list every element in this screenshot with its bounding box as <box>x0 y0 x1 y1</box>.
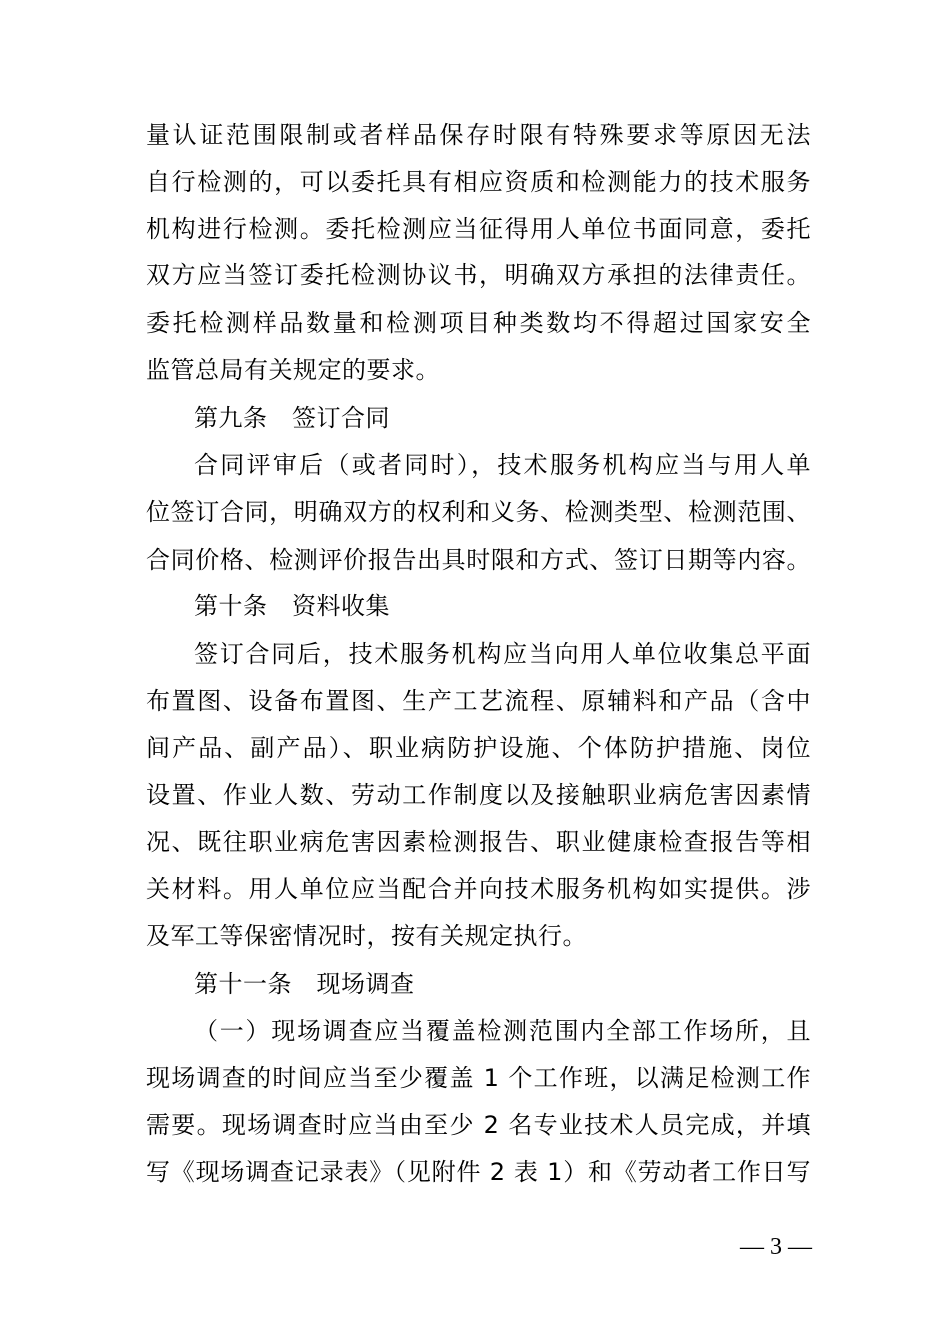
text-line: 委托检测样品数量和检测项目种类数均不得超过国家安全 <box>146 309 811 337</box>
text-line: 机构进行检测。委托检测应当征得用人单位书面同意，委托 <box>146 215 811 243</box>
text-line: 关材料。用人单位应当配合并向技术服务机构如实提供。涉 <box>146 875 811 903</box>
article-heading: 第十条 资料收集 <box>194 592 390 620</box>
text-line: （一）现场调查应当覆盖检测范围内全部工作场所，且 <box>194 1017 811 1045</box>
text-line: 及军工等保密情况时，按有关规定执行。 <box>146 922 587 950</box>
page-number: — 3 — <box>740 1234 812 1260</box>
text-line: 合同评审后（或者同时），技术服务机构应当与用人单 <box>194 451 811 479</box>
text-line: 位签订合同，明确双方的权利和义务、检测类型、检测范围、 <box>146 498 811 526</box>
text-line: 布置图、设备布置图、生产工艺流程、原辅料和产品（含中 <box>146 687 811 715</box>
article-heading: 第九条 签订合同 <box>194 404 390 432</box>
text-line: 监管总局有关规定的要求。 <box>146 356 440 384</box>
text-line: 量认证范围限制或者样品保存时限有特殊要求等原因无法 <box>146 121 811 149</box>
article-heading: 第十一条 现场调查 <box>194 970 415 998</box>
text-line: 签订合同后，技术服务机构应当向用人单位收集总平面 <box>194 640 811 668</box>
text-line: 现场调查的时间应当至少覆盖 1 个工作班，以满足检测工作 <box>146 1064 811 1092</box>
text-line: 设置、作业人数、劳动工作制度以及接触职业病危害因素情 <box>146 781 811 809</box>
text-line: 合同价格、检测评价报告出具时限和方式、签订日期等内容。 <box>146 546 811 574</box>
text-line: 需要。现场调查时应当由至少 2 名专业技术人员完成，并填 <box>146 1111 811 1139</box>
text-line: 自行检测的，可以委托具有相应资质和检测能力的技术服务 <box>146 168 811 196</box>
text-line: 间产品、副产品）、职业病防护设施、个体防护措施、岗位 <box>146 734 811 762</box>
text-line: 写《现场调查记录表》（见附件 2 表 1）和《劳动者工作日写 <box>146 1158 811 1186</box>
text-line: 双方应当签订委托检测协议书，明确双方承担的法律责任。 <box>146 261 811 289</box>
text-line: 况、既往职业病危害因素检测报告、职业健康检查报告等相 <box>146 828 811 856</box>
